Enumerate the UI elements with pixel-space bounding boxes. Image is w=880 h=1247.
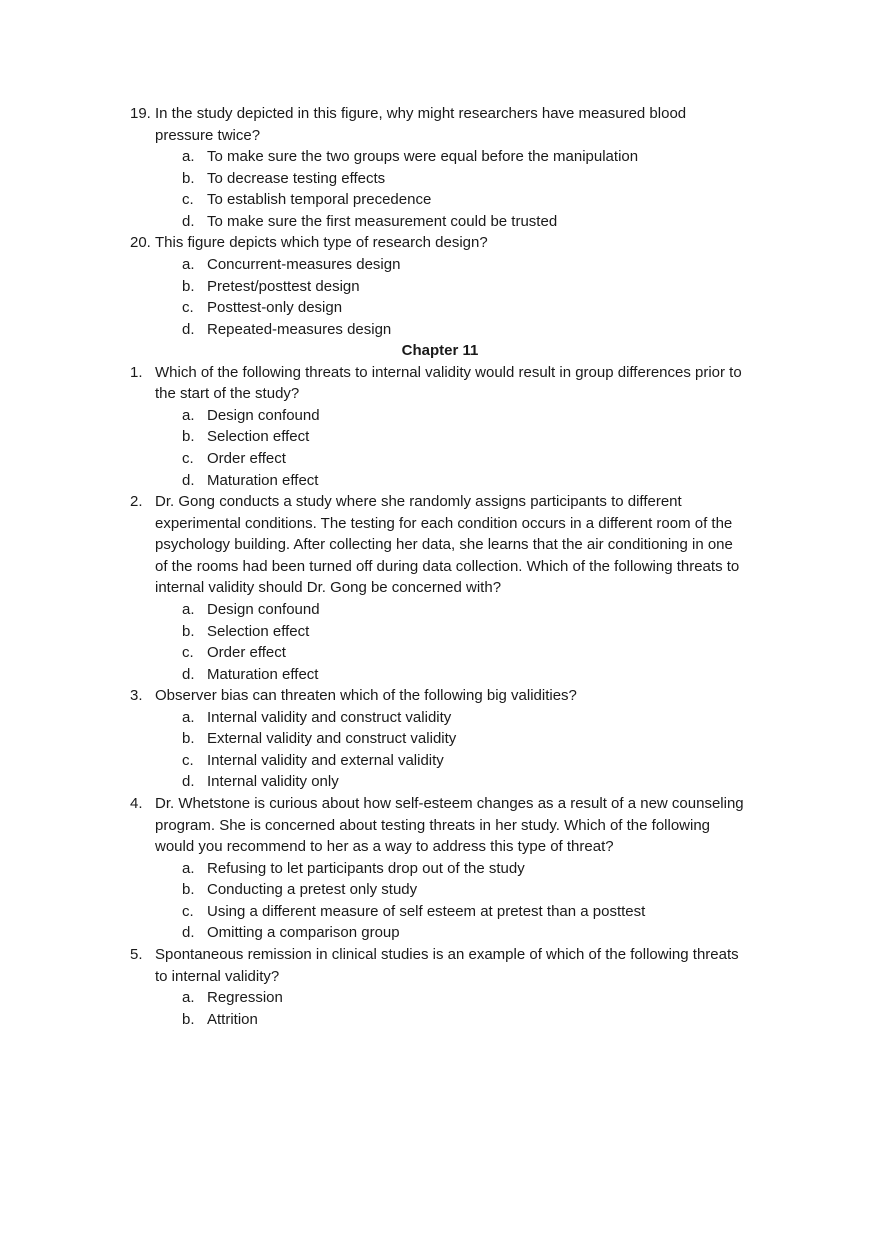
option-letter: c. [182,299,194,317]
option-letter: d. [182,773,195,791]
question-text: Spontaneous remission in clinical studies is an example of which of the following threats [155,945,739,963]
document-page [0,103,880,1030]
question-item [0,232,880,340]
answer-option [0,189,880,211]
question-line [0,125,880,147]
question-text: Observer bias can threaten which of the following big validities? [155,687,577,705]
answer-option [0,858,880,880]
option-letter: b. [182,169,195,187]
answer-option [0,319,880,341]
question-line [0,362,880,384]
question-text: pressure twice? [155,126,261,144]
question-item [0,362,880,491]
option-text: Order effect [207,644,286,662]
option-text: Using a different measure of self esteem at pretest than a posttest [207,902,646,920]
option-letter: b. [182,277,195,295]
question-text: Dr. Whetstone is curious about how self-esteem changes as a result of a new counseling [155,795,744,812]
answer-option [0,750,880,772]
option-text: Pretest/posttest design [207,277,360,295]
question-text: would you recommend to her as a way to address this type of threat? [155,838,614,856]
option-letter: d. [182,471,195,489]
option-text: External validity and construct validity [207,730,457,748]
question-line [0,577,880,599]
question-text: program. She is concerned about testing threats in her study. Which of the following [155,816,711,834]
option-text: Design confound [207,600,320,618]
question-line [0,491,880,513]
option-text: Internal validity and construct validity [207,708,452,726]
option-letter: d. [182,924,195,942]
option-letter: a. [182,255,195,273]
question-line [0,836,880,858]
option-letter: d. [182,320,195,338]
option-text: To make sure the two groups were equal before the manipulation [207,148,639,166]
answer-option [0,664,880,686]
option-text: To establish temporal precedence [207,191,432,209]
question-number: 2. [130,493,143,511]
option-text: To make sure the first measurement could be trusted [207,212,558,230]
answer-option [0,146,880,168]
option-text: Conducting a pretest only study [207,881,418,899]
option-letter: b. [182,622,195,640]
option-text: Posttest-only design [207,299,343,317]
question-line [0,513,880,535]
question-line [0,815,880,837]
option-letter: c. [182,191,194,209]
answer-option [0,168,880,190]
option-letter: a. [182,989,195,1007]
answer-option [0,987,880,1009]
answer-option [0,211,880,233]
answer-option [0,901,880,923]
question-text: to internal validity? [155,967,280,985]
answer-option [0,405,880,427]
answer-option [0,621,880,643]
question-text: of the rooms had been turned off during data collection. Which of the following threats to [155,557,740,575]
question-text: Dr. Gong conducts a study where she randomly assigns participants to different [155,493,682,511]
question-text: In the study depicted in this figure, why might researchers have measured blood [155,105,687,122]
answer-option [0,599,880,621]
question-text: experimental conditions. The testing for each condition occurs in a different room of the [155,514,733,532]
option-text: Internal validity only [207,773,339,791]
answer-option [0,771,880,793]
question-text: Which of the following threats to internal validity would result in group differences prior to [155,363,742,381]
question-number: 4. [130,795,143,812]
question-number: 1. [130,363,143,381]
answer-option [0,470,880,492]
answer-option [0,879,880,901]
question-text: the start of the study? [155,385,300,403]
option-letter: d. [182,665,195,683]
option-letter: b. [182,1010,195,1028]
option-letter: a. [182,600,195,618]
option-text: Selection effect [207,622,310,640]
option-text: Attrition [207,1010,258,1028]
answer-option [0,426,880,448]
option-text: To decrease testing effects [207,169,386,187]
option-text: Maturation effect [207,665,319,683]
question-number: 5. [130,945,143,963]
question-line [0,383,880,405]
option-letter: d. [182,212,195,230]
question-line [0,103,880,125]
question-item [0,103,880,232]
question-number: 20. [130,234,151,252]
chapter-heading: Chapter 11 [401,342,479,360]
option-letter: c. [182,644,194,662]
question-line [0,966,880,988]
option-letter: c. [182,450,194,467]
option-text: Order effect [207,450,286,467]
question-line [0,232,880,254]
question-text: This figure depicts which type of research design? [155,234,488,252]
option-text: Refusing to let participants drop out of the study [207,859,525,877]
question-line [0,556,880,578]
option-text: Maturation effect [207,471,319,489]
question-text: psychology building. After collecting her data, she learns that the air conditioning in one [155,536,733,554]
question-item [0,491,880,685]
answer-option [0,254,880,276]
option-letter: b. [182,730,195,748]
answer-option [0,297,880,319]
question-line [0,685,880,707]
question-number: 19. [130,105,151,122]
answer-option [0,922,880,944]
option-letter: a. [182,148,195,166]
question-item [0,793,880,944]
question-item [0,685,880,793]
question-line [0,944,880,966]
option-text: Concurrent-measures design [207,255,401,273]
option-letter: a. [182,859,195,877]
option-text: Repeated-measures design [207,320,392,338]
option-letter: a. [182,708,195,726]
answer-option [0,728,880,750]
option-letter: c. [182,751,194,769]
question-text: internal validity should Dr. Gong be concerned with? [155,579,502,597]
option-text: Design confound [207,406,320,424]
option-letter: a. [182,406,195,424]
question-line [0,534,880,556]
option-letter: c. [182,902,194,920]
question-number: 3. [130,687,143,705]
option-letter: b. [182,428,195,446]
option-letter: b. [182,881,195,899]
answer-option [0,642,880,664]
answer-option [0,1009,880,1031]
answer-option [0,707,880,729]
option-text: Internal validity and external validity [207,751,444,769]
question-item [0,944,880,1030]
option-text: Regression [207,989,283,1007]
question-line [0,793,880,815]
answer-option [0,448,880,470]
option-text: Selection effect [207,428,310,446]
answer-option [0,276,880,298]
option-text: Omitting a comparison group [207,924,400,942]
